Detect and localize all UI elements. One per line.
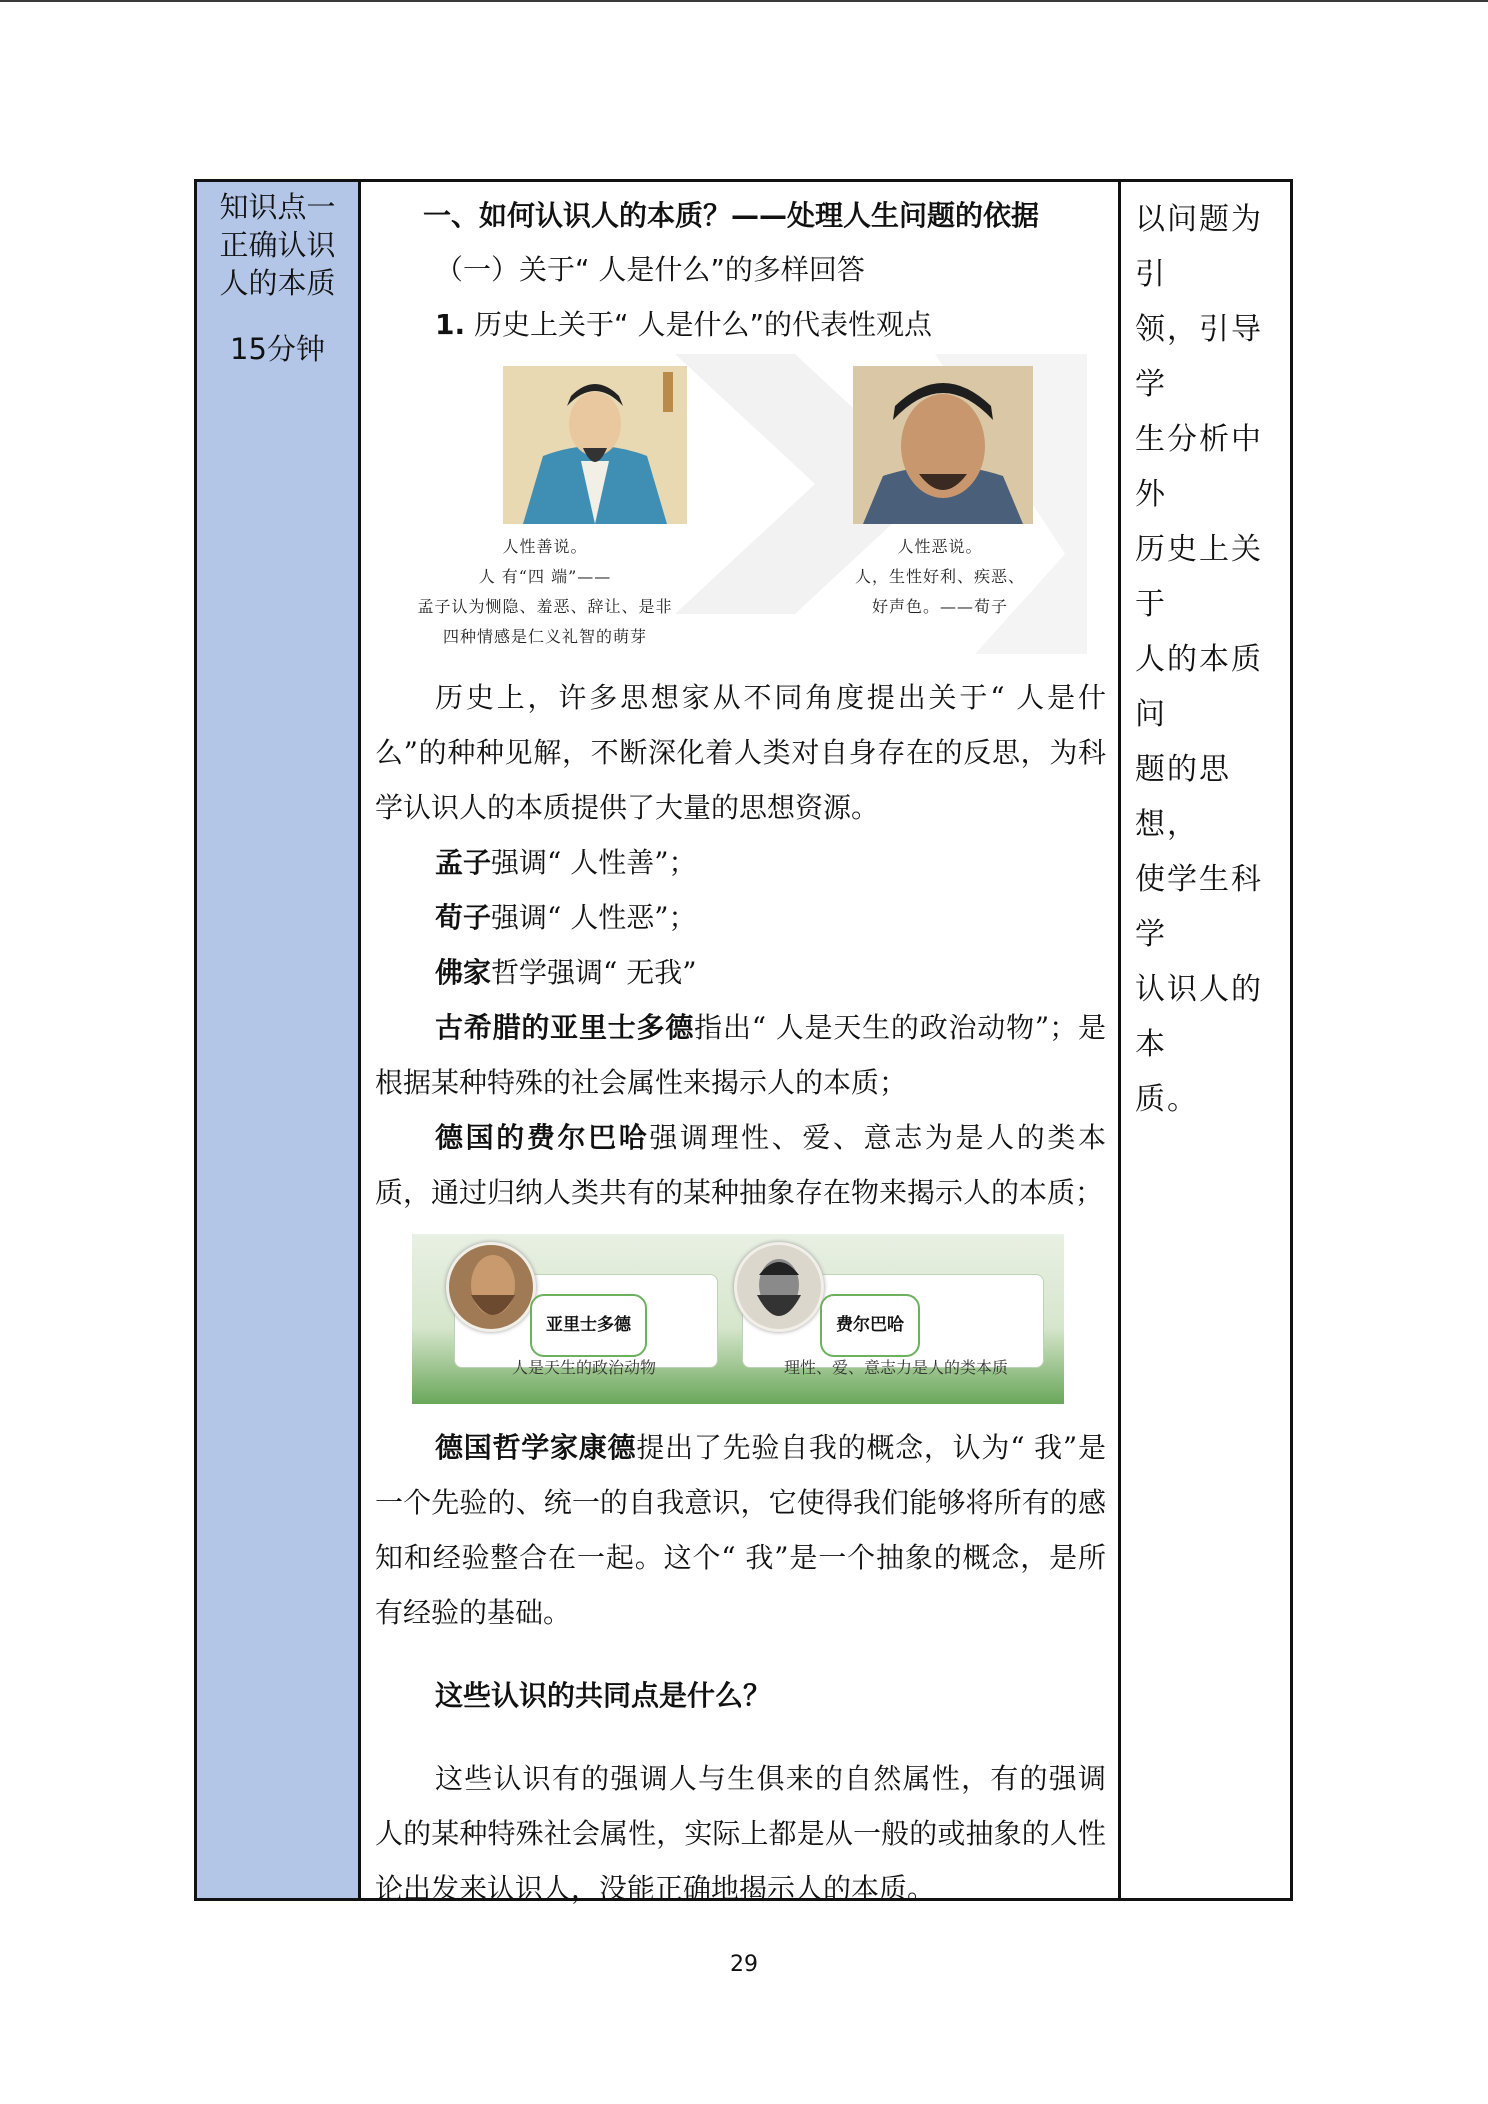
aristotle-text: 指出“ 人是天生的政治动物”；是根据某种特殊的社会属性来揭示人的本质；: [375, 1011, 1107, 1099]
design-intent-line: 历史上关于: [1135, 532, 1263, 622]
history-paragraph: 历史上，许多思想家从不同角度提出关于“ 人是什么”的种种见解，不断深化着人类对自身存在的反思，为科学认识人的本质提供了大量的思想资源。: [375, 681, 1106, 824]
aristotle-name-tag: 亚里士多德: [530, 1294, 647, 1357]
caption-line: 人性善说。: [502, 537, 588, 556]
design-intent-line: 人的本质问: [1135, 642, 1263, 732]
kant-paragraph: [375, 1420, 1106, 1640]
feuerbach-name-tag: 费尔巴哈: [820, 1294, 920, 1357]
point-heading: [375, 298, 1106, 352]
design-intent-line: 使学生科学: [1135, 862, 1263, 952]
section-heading: 一、如何认识人的本质？——处理人生问题的依据: [423, 199, 1040, 232]
design-intent-line: 认识人的本: [1135, 972, 1263, 1062]
design-intent-line: 题的思想，: [1135, 752, 1231, 842]
kant-name: 德国哲学家康德: [435, 1431, 637, 1464]
mencius-caption: [375, 532, 715, 652]
caption-line: 人，生性好利、疾恶、: [854, 567, 1025, 586]
caption-line: 四种情感是仁义礼智的萌芽: [442, 627, 647, 646]
xunzi-text: 强调“ 人性恶”；: [491, 901, 697, 934]
design-intent-line: 生分析中外: [1135, 422, 1263, 512]
caption-line: 人 有“四 端”——: [478, 567, 612, 586]
duration-label: 15分钟: [230, 332, 325, 366]
western-philosophers-figure: [412, 1234, 1064, 1404]
aristotle-desc: 人是天生的政治动物: [512, 1358, 657, 1377]
buddhism-name: 佛家: [435, 956, 492, 989]
knowledge-point-line: 人的本质: [219, 266, 336, 300]
buddhism-line: [375, 945, 1106, 1000]
xunzi-caption: [815, 532, 1065, 622]
chinese-philosophers-figure: [375, 354, 1087, 664]
feuerbach-text: 强调理性、爱、意志为是人的类本质，通过归纳人类共有的某种抽象存在物来揭示人的本质；: [375, 1121, 1106, 1209]
point-number: 1.: [435, 308, 466, 341]
mencius-text: 强调“ 人性善”；: [491, 846, 697, 879]
feuerbach-name: 德国的费尔巴哈: [435, 1121, 650, 1154]
lesson-table: [194, 179, 1293, 1905]
mencius-portrait: [503, 366, 687, 524]
teaching-content-cell: [361, 182, 1121, 1905]
mencius-line: [375, 835, 1106, 890]
kant-text: 提出了先验自我的概念，认为“ 我”是一个先验的、统一的自我意识，它使得我们能够将所有的感知和经验整合在一起。这个“ 我”是一个抽象的概念，是所有经验的基础。: [375, 1431, 1107, 1629]
mencius-name: 孟子: [435, 846, 492, 879]
subsection-heading: （一）关于“ 人是什么”的多样回答: [435, 253, 865, 286]
aristotle-name: 古希腊的亚里士多德: [435, 1011, 695, 1044]
feuerbach-avatar: [734, 1242, 824, 1332]
buddhism-text: 哲学强调“ 无我”: [491, 956, 697, 989]
point-heading-text: 历史上关于“ 人是什么”的代表性观点: [474, 308, 932, 341]
aristotle-paragraph: [375, 1000, 1106, 1110]
knowledge-point-line: 正确认识: [219, 228, 336, 262]
design-intent-line: 以问题为引: [1135, 202, 1263, 292]
caption-line: 好声色。——荀子: [871, 597, 1008, 616]
top-border-line: [0, 0, 1488, 2]
question-line: 这些认识的共同点是什么？: [435, 1679, 772, 1712]
answer-paragraph: 这些认识有的强调人与生俱来的自然属性，有的强调人的某种特殊社会属性，实际上都是从一般的或抽象的人性论出发来认识人，没能正确地揭示人的本质。: [375, 1762, 1106, 1905]
xunzi-line: [375, 890, 1106, 945]
page-number: 29: [730, 1952, 758, 1977]
xunzi-portrait: [853, 366, 1033, 524]
knowledge-point-cell: [197, 182, 361, 1898]
feuerbach-paragraph: [375, 1110, 1106, 1220]
caption-line: 人性恶说。: [897, 537, 983, 556]
xunzi-name: 荀子: [435, 901, 492, 934]
aristotle-avatar: [446, 1242, 536, 1332]
caption-line: 孟子认为恻隐、羞恶、辞让、是非: [417, 597, 673, 616]
knowledge-point-line: 知识点一: [219, 190, 336, 224]
feuerbach-desc: 理性、爱、意志力是人的类本质: [784, 1358, 1009, 1377]
design-intent-line: 质。: [1135, 1082, 1199, 1117]
design-intent-line: 领，引导学: [1135, 312, 1263, 402]
design-intent-cell: [1121, 182, 1290, 1898]
